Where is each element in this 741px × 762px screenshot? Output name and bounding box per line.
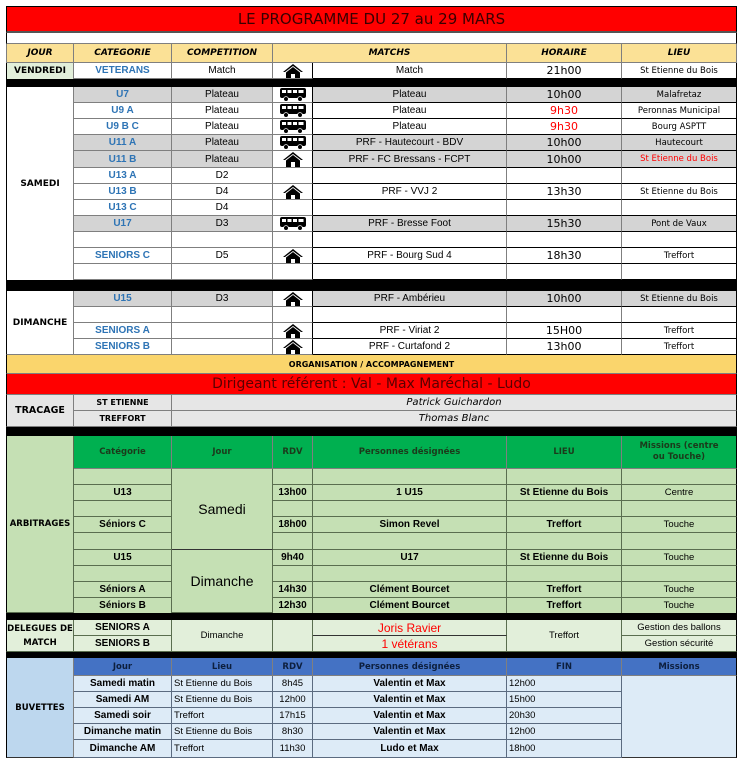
buvette-jour: Samedi matin (74, 676, 172, 692)
arbitrages-header-personnes: Personnes désignées (313, 436, 507, 469)
arbitrage-lieu: St Etienne du Bois (507, 550, 622, 566)
competition-cell: Plateau (172, 135, 273, 151)
match-icon-cell (273, 200, 313, 216)
tracage-label: TRACAGE (6, 395, 74, 427)
match-icon-cell (273, 291, 313, 307)
match-icon-cell (273, 323, 313, 339)
match-icon-cell (273, 87, 313, 103)
home-icon (282, 151, 304, 167)
horaire-cell: 21h00 (507, 63, 622, 79)
match-cell (313, 264, 507, 280)
buvette-rdv: 17h15 (273, 708, 313, 724)
arbitrage-personnes: 1 U15 (313, 485, 507, 501)
category-cell: SENIORS B (74, 339, 172, 355)
day-label-vendredi: VENDREDI (6, 63, 74, 80)
header-horaire: HORAIRE (507, 44, 622, 63)
buvette-lieu: Treffort (172, 708, 273, 724)
arbitrage-personnes (313, 533, 507, 550)
category-cell: VETERANS (74, 63, 172, 79)
delegues-jour: Dimanche (172, 620, 273, 652)
match-cell (313, 307, 507, 323)
match-cell: PRF - Hautecourt - BDV (313, 135, 507, 151)
delegues-categorie: SENIORS B (74, 636, 172, 652)
arbitrage-categorie (74, 469, 172, 485)
buvette-fin: 15h00 (507, 692, 622, 708)
buvettes-label: BUVETTES (6, 658, 74, 758)
delegues-categorie: SENIORS A (74, 620, 172, 636)
lieu-cell (622, 232, 737, 248)
buvette-lieu: Treffort (172, 740, 273, 758)
buvettes-header-lieu: Lieu (172, 658, 273, 676)
competition-cell: D3 (172, 291, 273, 307)
arbitrage-rdv: 14h30 (273, 582, 313, 598)
arbitrage-categorie (74, 566, 172, 582)
horaire-cell: 13h00 (507, 339, 622, 355)
buvettes-header-missions: Missions (622, 658, 737, 676)
delegues-rdv (273, 620, 313, 652)
separator-bar (6, 427, 737, 436)
buvette-personnes: Ludo et Max (313, 740, 507, 758)
arbitrage-missions (622, 469, 737, 485)
competition-cell (172, 232, 273, 248)
competition-cell: D5 (172, 248, 273, 264)
match-icon-cell (273, 168, 313, 184)
home-icon (282, 184, 304, 200)
header-matchs: MATCHS (273, 44, 507, 63)
arbitrage-rdv: 12h30 (273, 598, 313, 614)
buvette-personnes: Valentin et Max (313, 724, 507, 740)
buvettes-header-fin: FIN (507, 658, 622, 676)
buvette-jour: Dimanche matin (74, 724, 172, 740)
arbitrages-header-missions: Missions (centre ou Touche) (622, 436, 737, 469)
arbitrage-categorie (74, 533, 172, 550)
header-competition: COMPETITION (172, 44, 273, 63)
arbitrage-lieu (507, 533, 622, 550)
lieu-cell: Malafretaz (622, 87, 737, 103)
arbitrage-categorie: U15 (74, 550, 172, 566)
competition-cell: Plateau (172, 103, 273, 119)
arbitrage-rdv: 9h40 (273, 550, 313, 566)
lieu-cell: Bourg ASPTT (622, 119, 737, 135)
arbitrages-jour-dimanche: Dimanche (172, 550, 273, 613)
match-icon-cell (273, 339, 313, 355)
horaire-cell (507, 168, 622, 184)
buvette-lieu: St Etienne du Bois (172, 724, 273, 740)
competition-cell (172, 339, 273, 355)
buvettes-missions (622, 676, 737, 758)
lieu-cell: Peronnas Municipal (622, 103, 737, 119)
lieu-cell (622, 200, 737, 216)
arbitrage-lieu: Treffort (507, 582, 622, 598)
match-icon-cell (273, 151, 313, 168)
competition-cell: Plateau (172, 87, 273, 103)
horaire-cell (507, 200, 622, 216)
bus-icon (279, 216, 307, 231)
tracage-lieu: ST ETIENNE (74, 395, 172, 411)
arbitrage-rdv (273, 533, 313, 550)
horaire-cell (507, 264, 622, 280)
day-label-samedi: SAMEDI (6, 87, 74, 280)
arbitrage-categorie: U13 (74, 485, 172, 501)
arbitrage-personnes: Simon Revel (313, 517, 507, 533)
buvettes-header-personnes: Personnes désignées (313, 658, 507, 676)
competition-cell: D2 (172, 168, 273, 184)
match-cell: PRF - Bourg Sud 4 (313, 248, 507, 264)
competition-cell: D3 (172, 216, 273, 232)
match-cell (313, 200, 507, 216)
spacer-row (6, 33, 737, 44)
category-cell: U9 A (74, 103, 172, 119)
arbitrage-lieu: Treffort (507, 517, 622, 533)
buvette-rdv: 8h30 (273, 724, 313, 740)
arbitrage-lieu (507, 469, 622, 485)
buvette-jour: Dimanche AM (74, 740, 172, 758)
match-icon-cell (273, 264, 313, 280)
arbitrage-personnes: Clément Bourcet (313, 598, 507, 614)
category-cell (74, 232, 172, 248)
delegues-label-text: DELEGUES DE MATCH (7, 623, 73, 648)
horaire-cell: 18h30 (507, 248, 622, 264)
match-icon-cell (273, 232, 313, 248)
delegues-mission: Gestion des ballons (622, 620, 737, 636)
competition-cell (172, 307, 273, 323)
match-cell: PRF - Ambérieu (313, 291, 507, 307)
delegues-lieu: Treffort (507, 620, 622, 652)
arbitrage-missions (622, 501, 737, 517)
category-cell (74, 307, 172, 323)
arbitrages-header-categorie: Catégorie (74, 436, 172, 469)
tracage-lieu: TREFFORT (74, 411, 172, 427)
home-icon (282, 339, 304, 355)
arbitrage-categorie: Séniors A (74, 582, 172, 598)
horaire-cell: 15h30 (507, 216, 622, 232)
buvette-fin: 12h00 (507, 724, 622, 740)
arbitrage-personnes (313, 469, 507, 485)
match-cell: PRF - Bresse Foot (313, 216, 507, 232)
buvette-personnes: Valentin et Max (313, 692, 507, 708)
buvette-lieu: St Etienne du Bois (172, 676, 273, 692)
arbitrages-header-lieu: LIEU (507, 436, 622, 469)
category-cell (74, 264, 172, 280)
arbitrage-missions (622, 533, 737, 550)
arbitrage-lieu: St Etienne du Bois (507, 485, 622, 501)
category-cell: U9 B C (74, 119, 172, 135)
horaire-cell: 9h30 (507, 119, 622, 135)
lieu-cell: Treffort (622, 339, 737, 355)
horaire-cell: 10h00 (507, 151, 622, 168)
arbitrage-rdv (273, 566, 313, 582)
header-categorie: CATEGORIE (74, 44, 172, 63)
match-icon-cell (273, 184, 313, 200)
match-cell: Plateau (313, 119, 507, 135)
delegues-mission: Gestion sécurité (622, 636, 737, 652)
lieu-cell: St Etienne du Bois (622, 151, 737, 168)
arbitrage-lieu (507, 501, 622, 517)
arbitrage-rdv: 18h00 (273, 517, 313, 533)
match-cell: PRF - VVJ 2 (313, 184, 507, 200)
separator-bar (6, 280, 737, 291)
bus-icon (279, 103, 307, 118)
horaire-cell: 15H00 (507, 323, 622, 339)
arbitrage-missions: Touche (622, 582, 737, 598)
competition-cell: Match (172, 63, 273, 79)
lieu-cell: St Etienne du Bois (622, 184, 737, 200)
page-title: LE PROGRAMME DU 27 au 29 MARS (6, 6, 737, 33)
header-jour: JOUR (6, 44, 74, 63)
match-cell: PRF - FC Bressans - FCPT (313, 151, 507, 168)
match-cell (313, 168, 507, 184)
tracage-personne: Patrick Guichardon (172, 395, 737, 411)
tracage-personne: Thomas Blanc (172, 411, 737, 427)
competition-cell (172, 323, 273, 339)
arbitrage-categorie: Séniors B (74, 598, 172, 614)
delegues-label (6, 620, 74, 652)
lieu-cell: Hautecourt (622, 135, 737, 151)
home-icon (282, 291, 304, 307)
arbitrages-header-rdv: RDV (273, 436, 313, 469)
buvettes-header-jour: Jour (74, 658, 172, 676)
lieu-cell (622, 264, 737, 280)
bus-icon (279, 87, 307, 102)
day-label-dimanche: DIMANCHE (6, 291, 74, 355)
horaire-cell: 10h00 (507, 291, 622, 307)
lieu-cell: Pont de Vaux (622, 216, 737, 232)
arbitrages-jour-samedi: Samedi (172, 469, 273, 550)
arbitrage-rdv (273, 501, 313, 517)
arbitrage-categorie (74, 501, 172, 517)
lieu-cell: St Etienne du Bois (622, 291, 737, 307)
category-cell: U13 C (74, 200, 172, 216)
competition-cell: D4 (172, 200, 273, 216)
match-cell (313, 232, 507, 248)
competition-cell: D4 (172, 184, 273, 200)
arbitrage-personnes: U17 (313, 550, 507, 566)
category-cell: U15 (74, 291, 172, 307)
buvette-fin: 18h00 (507, 740, 622, 758)
arbitrage-missions: Touche (622, 517, 737, 533)
delegues-personne: 1 vétérans (313, 636, 507, 652)
separator-bar (6, 79, 737, 87)
match-icon-cell (273, 307, 313, 323)
buvette-lieu: St Etienne du Bois (172, 692, 273, 708)
lieu-cell (622, 168, 737, 184)
delegues-personne: Joris Ravier (313, 620, 507, 636)
horaire-cell: 10h00 (507, 135, 622, 151)
category-cell: SENIORS C (74, 248, 172, 264)
match-cell: PRF - Curtafond 2 (313, 339, 507, 355)
arbitrage-lieu: Treffort (507, 598, 622, 614)
arbitrage-lieu (507, 566, 622, 582)
match-cell: Plateau (313, 87, 507, 103)
buvette-fin: 12h00 (507, 676, 622, 692)
home-icon (282, 63, 304, 79)
horaire-cell (507, 307, 622, 323)
lieu-cell: Treffort (622, 323, 737, 339)
match-icon-cell (273, 119, 313, 135)
match-cell: PRF - Viriat 2 (313, 323, 507, 339)
separator-bar (6, 613, 737, 620)
horaire-cell (507, 232, 622, 248)
arbitrage-categorie: Séniors C (74, 517, 172, 533)
match-cell: Match (313, 63, 507, 79)
horaire-cell: 10h00 (507, 87, 622, 103)
arbitrage-rdv: 13h00 (273, 485, 313, 501)
arbitrage-personnes (313, 501, 507, 517)
match-cell: Plateau (313, 103, 507, 119)
arbitrage-missions (622, 566, 737, 582)
lieu-cell: St Etienne du Bois (622, 63, 737, 79)
competition-cell (172, 264, 273, 280)
buvette-rdv: 12h00 (273, 692, 313, 708)
category-cell: U17 (74, 216, 172, 232)
arbitrage-missions: Centre (622, 485, 737, 501)
home-icon (282, 323, 304, 339)
competition-cell: Plateau (172, 151, 273, 168)
competition-cell: Plateau (172, 119, 273, 135)
match-icon-cell (273, 135, 313, 151)
arbitrages-header-jour: Jour (172, 436, 273, 469)
match-icon-cell (273, 216, 313, 232)
arbitrage-personnes (313, 566, 507, 582)
category-cell: U11 A (74, 135, 172, 151)
category-cell: U11 B (74, 151, 172, 168)
category-cell: U13 B (74, 184, 172, 200)
match-icon-cell (273, 103, 313, 119)
buvette-rdv: 8h45 (273, 676, 313, 692)
buvette-jour: Samedi AM (74, 692, 172, 708)
home-icon (282, 248, 304, 264)
arbitrage-rdv (273, 469, 313, 485)
buvette-jour: Samedi soir (74, 708, 172, 724)
bus-icon (279, 135, 307, 150)
lieu-cell: Treffort (622, 248, 737, 264)
bus-icon (279, 119, 307, 134)
horaire-cell: 9h30 (507, 103, 622, 119)
arbitrage-missions: Touche (622, 550, 737, 566)
buvette-rdv: 11h30 (273, 740, 313, 758)
buvette-personnes: Valentin et Max (313, 708, 507, 724)
arbitrage-personnes: Clément Bourcet (313, 582, 507, 598)
arbitrage-missions: Touche (622, 598, 737, 614)
category-cell: U7 (74, 87, 172, 103)
lieu-cell (622, 307, 737, 323)
dirigeant-referent-banner: Dirigeant référent : Val - Max Maréchal - Ludo (6, 374, 737, 395)
category-cell: SENIORS A (74, 323, 172, 339)
buvette-personnes: Valentin et Max (313, 676, 507, 692)
header-lieu: LIEU (622, 44, 737, 63)
buvette-fin: 20h30 (507, 708, 622, 724)
match-icon-cell (273, 248, 313, 264)
buvettes-header-rdv: RDV (273, 658, 313, 676)
match-icon-cell (273, 63, 313, 79)
horaire-cell: 13h30 (507, 184, 622, 200)
category-cell: U13 A (74, 168, 172, 184)
arbitrages-label: ARBITRAGES (6, 436, 74, 613)
organisation-banner: ORGANISATION / ACCOMPAGNEMENT (6, 355, 737, 374)
